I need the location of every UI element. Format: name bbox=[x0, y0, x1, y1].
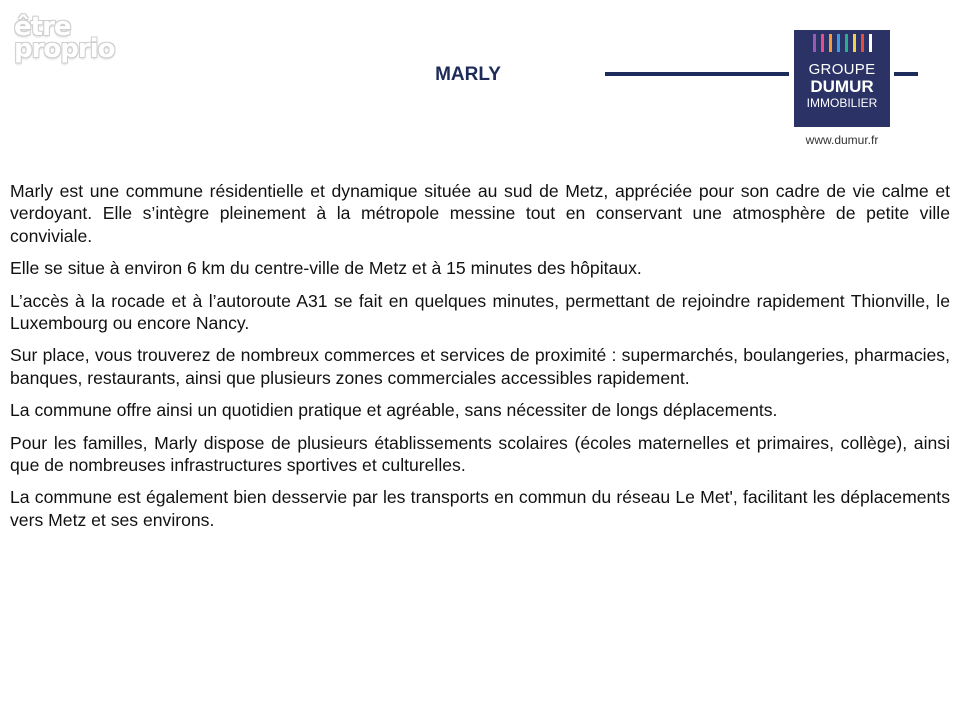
etre-proprio-watermark bbox=[14, 12, 115, 64]
logo-text-immobilier: IMMOBILIER bbox=[806, 96, 878, 110]
logo-color-bars bbox=[794, 34, 890, 52]
paragraph-distance: Elle se situe à environ 6 km du centre-ville de Metz et à 15 minutes des hôpitaux. bbox=[10, 258, 642, 279]
paragraph-access: L’accès à la rocade et à l’autoroute A31 se fait en quelques minutes, permettant de rejoindre rapidement Thionville, le Luxembourg ou encore Nancy. bbox=[10, 290, 950, 334]
title-rule-right bbox=[894, 72, 918, 76]
paragraph-families: Pour les familles, Marly dispose de plusieurs établissements scolaires (écoles maternelles et primaires, collège), ainsi que de nombreuses infrastructures sportives et culturelles. bbox=[10, 432, 950, 476]
logo-text-dumur: DUMUR bbox=[810, 77, 874, 96]
logo-bar bbox=[861, 34, 864, 52]
logo-website: www.dumur.fr bbox=[805, 133, 879, 147]
title-rule-left bbox=[605, 72, 789, 76]
logo-bar bbox=[869, 34, 872, 52]
paragraph-intro: Marly est une commune résidentielle et dynamique située au sud de Metz, appréciée pour son cadre de vie calme et verdoyant. Elle s’intègre pleinement à la métropole messine tout en conservant une atmosphère de petite ville conviviale. bbox=[10, 181, 950, 246]
logo-bar bbox=[853, 34, 856, 52]
description-body bbox=[10, 180, 950, 541]
logo-bar bbox=[821, 34, 824, 52]
logo-bar bbox=[845, 34, 848, 52]
watermark-line-1: être bbox=[14, 12, 71, 42]
logo-text-groupe: GROUPE bbox=[808, 61, 876, 78]
logo-bar bbox=[837, 34, 840, 52]
logo-bar bbox=[829, 34, 832, 52]
page-title: MARLY bbox=[435, 64, 501, 85]
watermark-line-2: proprio bbox=[14, 34, 115, 64]
logo-bar bbox=[813, 34, 816, 52]
groupe-dumur-logo bbox=[794, 30, 890, 127]
paragraph-daily-life: La commune offre ainsi un quotidien pratique et agréable, sans nécessiter de longs déplacements. bbox=[10, 400, 778, 421]
paragraph-shops: Sur place, vous trouverez de nombreux commerces et services de proximité : supermarchés, boulangeries, pharmacies, banques, restaurants, ainsi que plusieurs zones commerciales accessibles rapidement. bbox=[10, 345, 950, 388]
paragraph-transport: La commune est également bien desservie par les transports en commun du réseau Le Met', facilitant les déplacements vers Metz et ses environs. bbox=[10, 487, 950, 530]
